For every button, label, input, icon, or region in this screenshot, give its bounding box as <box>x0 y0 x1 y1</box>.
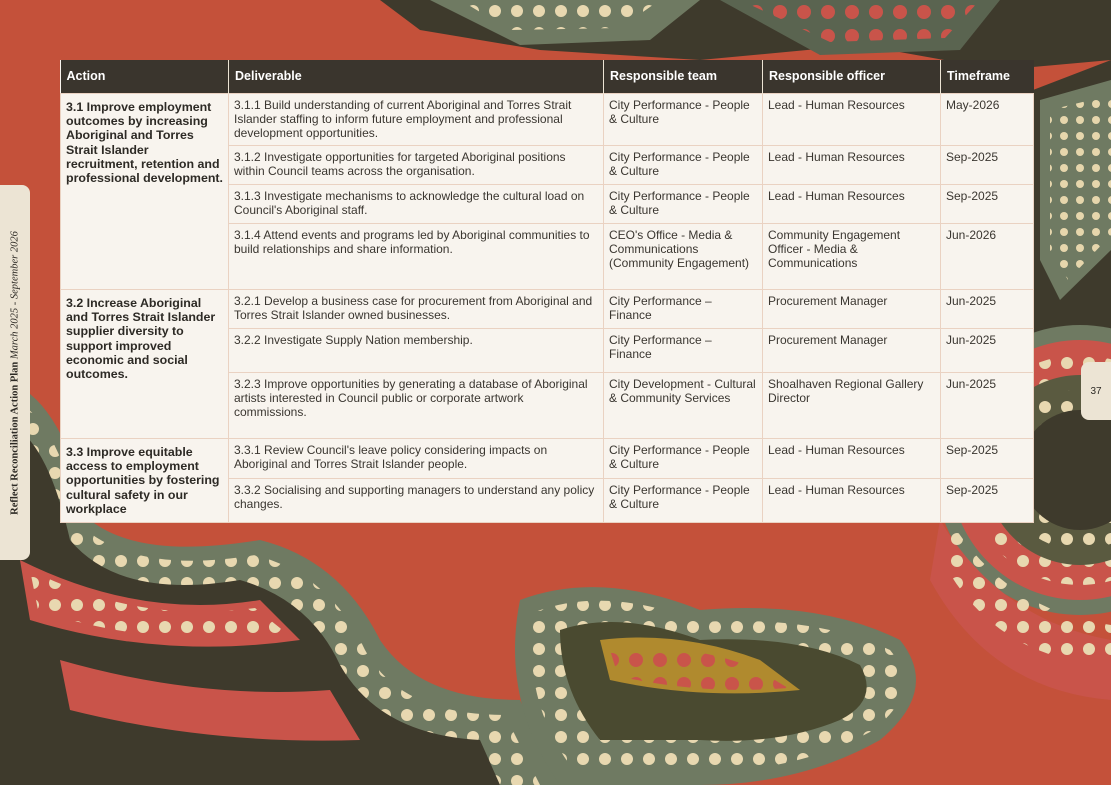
action-cell: 3.3 Improve equitable access to employment opportunities by fostering cultural safety in our workplace <box>61 439 229 523</box>
team-cell: CEO's Office - Media & Communications (Community Engagement) <box>604 224 763 290</box>
column-header-officer: Responsible officer <box>763 60 941 94</box>
officer-cell: Procurement Manager <box>763 329 941 373</box>
side-tab <box>0 185 30 560</box>
team-cell: City Performance – Finance <box>604 290 763 329</box>
deliverable-cell: 3.1.3 Investigate mechanisms to acknowledge the cultural load on Council's Aboriginal staff. <box>229 185 604 224</box>
page-number: 37 <box>1081 362 1111 420</box>
team-cell: City Performance - People & Culture <box>604 94 763 146</box>
timeframe-cell: Jun-2025 <box>941 329 1034 373</box>
timeframe-cell: Jun-2026 <box>941 224 1034 290</box>
officer-cell: Lead - Human Resources <box>763 146 941 185</box>
team-cell: City Development - Cultural & Community Services <box>604 373 763 439</box>
deliverable-cell: 3.1.1 Build understanding of current Aboriginal and Torres Strait Islander staffing to inform future employment and professional development opportunities. <box>229 94 604 146</box>
action-plan-table <box>60 60 1034 523</box>
timeframe-cell: Sep-2025 <box>941 146 1034 185</box>
team-cell: City Performance – Finance <box>604 329 763 373</box>
deliverable-cell: 3.2.3 Improve opportunities by generating a database of Aboriginal artists interested in Council public or corporate artwork commissions. <box>229 373 604 439</box>
deliverable-cell: 3.2.2 Investigate Supply Nation membership. <box>229 329 604 373</box>
table-row <box>61 290 1034 329</box>
timeframe-cell: Sep-2025 <box>941 185 1034 224</box>
team-cell: City Performance - People & Culture <box>604 146 763 185</box>
column-header-timeframe: Timeframe <box>941 60 1034 94</box>
table-row <box>61 439 1034 479</box>
action-cell: 3.2 Increase Aboriginal and Torres Strait Islander supplier diversity to support improved economic and social outcomes. <box>61 290 229 439</box>
column-header-team: Responsible team <box>604 60 763 94</box>
action-cell: 3.1 Improve employment outcomes by increasing Aboriginal and Torres Strait Islander recruitment, retention and professional development. <box>61 94 229 290</box>
officer-cell: Lead - Human Resources <box>763 478 941 522</box>
deliverable-cell: 3.3.1 Review Council's leave policy considering impacts on Aboriginal and Torres Strait Islander people. <box>229 439 604 479</box>
team-cell: City Performance - People & Culture <box>604 478 763 522</box>
timeframe-cell: May-2026 <box>941 94 1034 146</box>
column-header-deliverable: Deliverable <box>229 60 604 94</box>
table-row <box>61 94 1034 146</box>
team-cell: City Performance - People & Culture <box>604 185 763 224</box>
officer-cell: Community Engagement Officer - Media & Communications <box>763 224 941 290</box>
deliverable-cell: 3.2.1 Develop a business case for procurement from Aboriginal and Torres Strait Islander owned businesses. <box>229 290 604 329</box>
officer-cell: Lead - Human Resources <box>763 94 941 146</box>
officer-cell: Lead - Human Resources <box>763 439 941 479</box>
column-header-action: Action <box>61 60 229 94</box>
timeframe-cell: Sep-2025 <box>941 478 1034 522</box>
officer-cell: Shoalhaven Regional Gallery Director <box>763 373 941 439</box>
document-title-label: Reflect Reconciliation Action Plan March 2025 - September 2026 <box>9 231 21 515</box>
officer-cell: Lead - Human Resources <box>763 185 941 224</box>
deliverable-cell: 3.3.2 Socialising and supporting managers to understand any policy changes. <box>229 478 604 522</box>
officer-cell: Procurement Manager <box>763 290 941 329</box>
timeframe-cell: Jun-2025 <box>941 373 1034 439</box>
team-cell: City Performance - People & Culture <box>604 439 763 479</box>
deliverable-cell: 3.1.4 Attend events and programs led by Aboriginal communities to build relationships and share information. <box>229 224 604 290</box>
deliverable-cell: 3.1.2 Investigate opportunities for targeted Aboriginal positions within Council teams across the organisation. <box>229 146 604 185</box>
timeframe-cell: Sep-2025 <box>941 439 1034 479</box>
timeframe-cell: Jun-2025 <box>941 290 1034 329</box>
table-header-row <box>61 60 1034 94</box>
